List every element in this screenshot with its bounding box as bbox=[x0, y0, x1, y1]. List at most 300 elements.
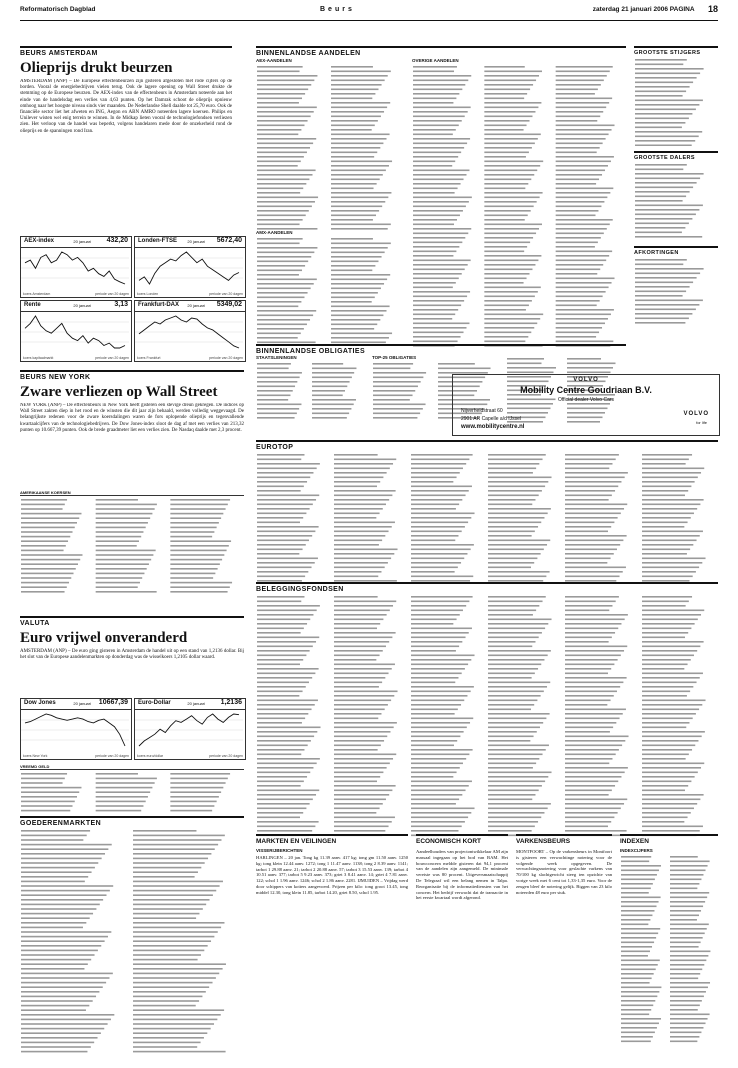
table-row bbox=[257, 342, 316, 344]
table-row bbox=[334, 713, 381, 715]
table-row bbox=[642, 517, 691, 519]
table-row bbox=[484, 219, 524, 221]
table-row bbox=[565, 481, 621, 483]
table-row bbox=[257, 174, 313, 176]
table-row bbox=[334, 454, 378, 456]
table-row bbox=[642, 526, 684, 528]
table-row bbox=[670, 951, 710, 953]
table-row bbox=[411, 695, 467, 697]
table-row bbox=[565, 637, 612, 639]
table-row bbox=[507, 367, 556, 369]
table-row bbox=[170, 504, 227, 506]
table-row bbox=[96, 568, 147, 570]
dealer-address-street: Nijverheidstraat 60 bbox=[461, 408, 503, 414]
table-row bbox=[170, 513, 223, 515]
table-row bbox=[635, 127, 682, 129]
table-row bbox=[334, 553, 394, 555]
table-row bbox=[257, 713, 308, 715]
table-row bbox=[488, 682, 550, 684]
table-row bbox=[484, 341, 525, 343]
table-row bbox=[411, 826, 462, 828]
table-row bbox=[413, 318, 452, 320]
table-row bbox=[257, 368, 289, 370]
table-row bbox=[257, 655, 306, 657]
table-row bbox=[488, 821, 538, 823]
table-row bbox=[257, 306, 298, 308]
table-row bbox=[411, 799, 459, 801]
table-row bbox=[484, 273, 529, 275]
table-row bbox=[670, 906, 703, 908]
table-row bbox=[21, 844, 112, 846]
table-row bbox=[334, 754, 396, 756]
table-row bbox=[556, 197, 608, 199]
table-row bbox=[642, 632, 688, 634]
table-row bbox=[373, 386, 418, 388]
table-row bbox=[488, 472, 533, 474]
table-row bbox=[257, 628, 304, 630]
table-row bbox=[331, 80, 385, 82]
table-row bbox=[21, 862, 98, 864]
table-row bbox=[621, 874, 657, 876]
table-row bbox=[257, 363, 291, 365]
table-row bbox=[642, 808, 694, 810]
table-row bbox=[484, 102, 541, 104]
table-row bbox=[642, 722, 689, 724]
table-row bbox=[488, 695, 541, 697]
table-row bbox=[257, 215, 306, 217]
table-row bbox=[670, 946, 699, 948]
table-row bbox=[21, 986, 103, 988]
table-row bbox=[257, 399, 288, 401]
table-row bbox=[257, 605, 320, 607]
table-row bbox=[413, 89, 462, 91]
table-row bbox=[334, 571, 381, 573]
table-row bbox=[642, 468, 704, 470]
table-row bbox=[488, 628, 545, 630]
table-row bbox=[484, 318, 540, 320]
table-row bbox=[133, 977, 216, 979]
table-row bbox=[21, 791, 79, 793]
volvo-slogan: for life bbox=[696, 420, 707, 425]
section-kop: MARKTEN EN VEILINGEN bbox=[256, 834, 408, 845]
section-kop: GROOTSTE STIJGERS bbox=[634, 46, 718, 56]
table-row bbox=[565, 722, 616, 724]
table-row bbox=[21, 531, 73, 533]
table-row bbox=[556, 129, 612, 131]
table-row bbox=[133, 881, 223, 883]
table-row bbox=[312, 408, 351, 410]
table-row bbox=[257, 745, 308, 747]
table-row bbox=[413, 327, 467, 329]
table-row bbox=[331, 288, 381, 290]
table-row bbox=[96, 563, 149, 565]
table-row bbox=[642, 472, 701, 474]
table-row bbox=[21, 876, 88, 878]
table-row bbox=[331, 197, 388, 199]
table-row bbox=[411, 763, 463, 765]
table-row bbox=[484, 251, 524, 253]
table-row bbox=[411, 526, 465, 528]
table-row bbox=[565, 571, 623, 573]
table-row bbox=[642, 499, 704, 501]
table-row bbox=[257, 794, 316, 796]
table-row bbox=[488, 664, 541, 666]
us-quotes-lines bbox=[20, 496, 244, 596]
table-row bbox=[373, 417, 417, 419]
table-row bbox=[312, 399, 356, 401]
table-row bbox=[484, 197, 539, 199]
table-row bbox=[334, 799, 386, 801]
table-row bbox=[565, 567, 626, 569]
table-row bbox=[21, 778, 65, 780]
table-row bbox=[170, 801, 216, 803]
table-row bbox=[488, 459, 543, 461]
table-row bbox=[642, 790, 685, 792]
table-row bbox=[488, 535, 532, 537]
table-row bbox=[484, 327, 534, 329]
table-row bbox=[334, 504, 386, 506]
table-row bbox=[621, 987, 661, 989]
table-row bbox=[556, 170, 605, 172]
table-row bbox=[96, 540, 139, 542]
table-row bbox=[133, 986, 209, 988]
table-row bbox=[21, 885, 113, 887]
table-row bbox=[670, 856, 698, 858]
table-row bbox=[21, 908, 96, 910]
table-row bbox=[635, 169, 683, 171]
table-row bbox=[413, 111, 468, 113]
table-row bbox=[484, 206, 533, 208]
table-row bbox=[635, 86, 690, 88]
table-row bbox=[565, 740, 625, 742]
table-row bbox=[565, 504, 627, 506]
table-row bbox=[484, 336, 528, 338]
table-row bbox=[488, 571, 550, 573]
table-row bbox=[670, 1014, 710, 1016]
table-row bbox=[670, 879, 701, 881]
table-row bbox=[170, 773, 230, 775]
table-row bbox=[621, 915, 652, 917]
table-row bbox=[565, 695, 614, 697]
table-row bbox=[642, 731, 705, 733]
table-row bbox=[484, 179, 531, 181]
table-row bbox=[670, 955, 708, 957]
table-row bbox=[257, 390, 293, 392]
table-title: AMERIKAANSE KOERSEN bbox=[20, 490, 244, 496]
table-row bbox=[133, 940, 211, 942]
table-row bbox=[170, 531, 214, 533]
table-row bbox=[133, 844, 218, 846]
table-row bbox=[257, 472, 313, 474]
table-row bbox=[257, 197, 318, 199]
table-row bbox=[21, 913, 93, 915]
table-row bbox=[257, 549, 303, 551]
table-row bbox=[484, 174, 534, 176]
table-row bbox=[635, 304, 699, 306]
table-row bbox=[635, 164, 687, 166]
table-row bbox=[133, 904, 206, 906]
table-row bbox=[334, 567, 385, 569]
table-row bbox=[411, 535, 458, 537]
table-row bbox=[257, 129, 301, 131]
table-row bbox=[331, 324, 377, 326]
table-row bbox=[257, 803, 310, 805]
table-row bbox=[488, 477, 552, 479]
table-row bbox=[484, 228, 539, 230]
table-row bbox=[334, 758, 393, 760]
aex-aandelen-table bbox=[256, 58, 404, 238]
staatsleningen-lines bbox=[256, 360, 366, 420]
table-row bbox=[331, 147, 380, 149]
table-row bbox=[331, 310, 387, 312]
table-row bbox=[621, 1041, 651, 1043]
table-row bbox=[373, 413, 420, 415]
table-row bbox=[331, 188, 374, 190]
table-row bbox=[411, 623, 453, 625]
table-row bbox=[133, 936, 214, 938]
table-row bbox=[484, 237, 533, 239]
table-row bbox=[21, 559, 80, 561]
table-row bbox=[567, 372, 611, 374]
table-row bbox=[334, 641, 389, 643]
table-row bbox=[170, 536, 212, 538]
table-row bbox=[413, 336, 461, 338]
table-row bbox=[133, 1014, 221, 1016]
table-row bbox=[257, 790, 319, 792]
table-row bbox=[133, 894, 213, 896]
table-row bbox=[21, 787, 81, 789]
table-row bbox=[413, 332, 464, 334]
article-body: HARLINGEN – 20 jan. Tong kg 11.39 aanv. 417 kg; tong gm 11.50 aanv. 1250 kg; tong klein 12.44 aanv. 1272; tong 1 11.47 aanv. 1138; tong 2 8.39 aanv. 1141; tarbot 1 29.88 aanv. 21; tarbot 2 20.88 aanv. 57; tarbot 3 15.53 aanv. 139; tarbot 4 10.51 aanv. 377; tarbot 5 9.23 aanv. 373; griet 3 8.41 aanv. 14; griet 4 7.81 aanv. 122; schol 1 1.96 aanv. 1246; schol 2 1.86 aanv. 2281. IJMUIDEN – Vrijdag werd door schippers van kotters aangevoerd. Prijzen per kilo: tong groot 13.45, tong middel 12.30, tong klein 11.85, tarbot 14.20, griet 8.50, schol 1.95. bbox=[256, 855, 408, 895]
table-row bbox=[334, 632, 396, 634]
table-row bbox=[565, 709, 626, 711]
table-row bbox=[484, 116, 532, 118]
table-row bbox=[556, 264, 604, 266]
table-row bbox=[331, 319, 380, 321]
table-row bbox=[257, 686, 306, 688]
table-row bbox=[488, 517, 544, 519]
table-row bbox=[133, 908, 203, 910]
table-row bbox=[411, 646, 459, 648]
table-row bbox=[556, 134, 609, 136]
table-row bbox=[257, 165, 298, 167]
table-row bbox=[488, 526, 538, 528]
table-row bbox=[565, 830, 627, 832]
table-row bbox=[373, 381, 421, 383]
table-row bbox=[556, 287, 609, 289]
table-row bbox=[257, 508, 310, 510]
table-row bbox=[642, 463, 686, 465]
table-row bbox=[257, 727, 321, 729]
table-row bbox=[257, 98, 302, 100]
table-row bbox=[635, 68, 704, 70]
table-row bbox=[96, 531, 144, 533]
table-row bbox=[334, 517, 376, 519]
table-row bbox=[21, 554, 82, 556]
varkensbeurs-article bbox=[516, 834, 612, 939]
table-row bbox=[556, 332, 599, 334]
table-row bbox=[257, 763, 317, 765]
table-row bbox=[257, 201, 315, 203]
table-row bbox=[21, 830, 90, 832]
table-row bbox=[670, 964, 704, 966]
table-row bbox=[413, 219, 457, 221]
table-row bbox=[413, 341, 458, 343]
table-row bbox=[257, 337, 298, 339]
table-row bbox=[257, 120, 308, 122]
masthead bbox=[20, 6, 718, 20]
table-row bbox=[635, 264, 683, 266]
sub-kop: VISSERIJBERICHTEN bbox=[256, 848, 303, 853]
table-row bbox=[413, 233, 468, 235]
table-row bbox=[413, 134, 453, 136]
table-row bbox=[312, 368, 356, 370]
table-row bbox=[331, 102, 390, 104]
table-row bbox=[257, 152, 307, 154]
table-row bbox=[411, 722, 470, 724]
table-row bbox=[635, 227, 685, 229]
table-row bbox=[334, 481, 380, 483]
table-row bbox=[565, 544, 620, 546]
table-row bbox=[488, 463, 539, 465]
table-row bbox=[556, 183, 596, 185]
table-row bbox=[334, 767, 387, 769]
eurotop-section bbox=[256, 440, 718, 588]
table-row bbox=[257, 495, 319, 497]
table-row bbox=[21, 773, 67, 775]
londen-line-chart bbox=[135, 248, 243, 288]
table-row bbox=[257, 395, 290, 397]
table-row bbox=[556, 314, 611, 316]
table-row bbox=[642, 763, 704, 765]
table-row bbox=[413, 120, 462, 122]
table-row bbox=[257, 75, 317, 77]
table-row bbox=[413, 282, 456, 284]
table-row bbox=[642, 623, 695, 625]
table-row bbox=[635, 77, 697, 79]
section-kop: INDEXEN bbox=[620, 834, 718, 845]
table-row bbox=[635, 173, 704, 175]
table-row bbox=[331, 247, 388, 249]
table-row bbox=[556, 210, 599, 212]
table-row bbox=[257, 619, 310, 621]
table-row bbox=[21, 996, 96, 998]
table-row bbox=[484, 165, 540, 167]
table-row bbox=[334, 808, 380, 810]
table-row bbox=[413, 246, 459, 248]
table-row bbox=[488, 722, 543, 724]
table-row bbox=[413, 305, 461, 307]
table-row bbox=[565, 745, 622, 747]
table-row bbox=[565, 664, 614, 666]
table-title: TOP-25 OBLIGATIES bbox=[372, 355, 417, 360]
table-row bbox=[373, 368, 410, 370]
table-row bbox=[21, 591, 65, 593]
table-row bbox=[635, 209, 699, 211]
volvo-logo-text: VOLVO bbox=[573, 377, 599, 383]
table-row bbox=[334, 722, 397, 724]
table-row bbox=[411, 531, 462, 533]
table-row bbox=[488, 540, 550, 542]
table-row bbox=[331, 183, 377, 185]
table-row bbox=[642, 785, 688, 787]
overige-aandelen-table bbox=[412, 58, 626, 352]
table-row bbox=[334, 605, 393, 607]
table-row bbox=[565, 776, 621, 778]
table-row bbox=[488, 745, 549, 747]
table-row bbox=[565, 459, 616, 461]
table-row bbox=[635, 318, 689, 320]
table-row bbox=[670, 1027, 703, 1029]
table-row bbox=[411, 754, 469, 756]
table-row bbox=[670, 937, 703, 939]
table-row bbox=[257, 517, 303, 519]
table-row bbox=[133, 839, 221, 841]
table-row bbox=[556, 71, 610, 73]
table-row bbox=[21, 927, 83, 929]
table-row bbox=[21, 563, 78, 565]
table-row bbox=[334, 727, 394, 729]
table-row bbox=[257, 677, 312, 679]
table-row bbox=[635, 104, 699, 106]
table-row bbox=[331, 270, 372, 272]
table-row bbox=[257, 210, 309, 212]
table-row bbox=[334, 468, 390, 470]
table-row bbox=[565, 549, 617, 551]
table-row bbox=[334, 812, 376, 814]
table-row bbox=[21, 1046, 91, 1048]
table-row bbox=[96, 527, 146, 529]
table-row bbox=[565, 758, 612, 760]
table-row bbox=[484, 98, 524, 100]
table-row bbox=[133, 1037, 204, 1039]
table-row bbox=[133, 945, 208, 947]
table-row bbox=[411, 576, 473, 578]
section-kop: GROOTSTE DALERS bbox=[634, 151, 718, 161]
table-row bbox=[331, 219, 373, 221]
table-row bbox=[21, 582, 69, 584]
table-row bbox=[133, 1028, 211, 1030]
table-row bbox=[411, 704, 461, 706]
table-row bbox=[556, 102, 610, 104]
table-row bbox=[334, 686, 379, 688]
beleggingsfondsen-section bbox=[256, 582, 718, 842]
table-row bbox=[257, 89, 308, 91]
table-row bbox=[411, 472, 460, 474]
valuta-article bbox=[20, 616, 244, 661]
table-row bbox=[133, 1009, 224, 1011]
table-row bbox=[488, 553, 541, 555]
table-row bbox=[621, 928, 660, 930]
table-row bbox=[411, 772, 457, 774]
table-row bbox=[411, 821, 465, 823]
volvo-advertisement[interactable] bbox=[452, 374, 720, 436]
table-row bbox=[642, 799, 700, 801]
table-row bbox=[484, 260, 538, 262]
table-row bbox=[331, 297, 375, 299]
table-row bbox=[257, 601, 301, 603]
table-row bbox=[411, 781, 472, 783]
table-row bbox=[565, 495, 612, 497]
table-row bbox=[556, 278, 615, 280]
dealer-url[interactable]: www.mobilitycentre.nl bbox=[461, 424, 525, 430]
table-row bbox=[334, 826, 389, 828]
table-row bbox=[331, 192, 391, 194]
section-kop: ECONOMISCH KORT bbox=[416, 834, 508, 845]
table-row bbox=[621, 1014, 649, 1016]
table-row bbox=[334, 601, 396, 603]
table-title: OVERIGE AANDELEN bbox=[412, 58, 459, 63]
